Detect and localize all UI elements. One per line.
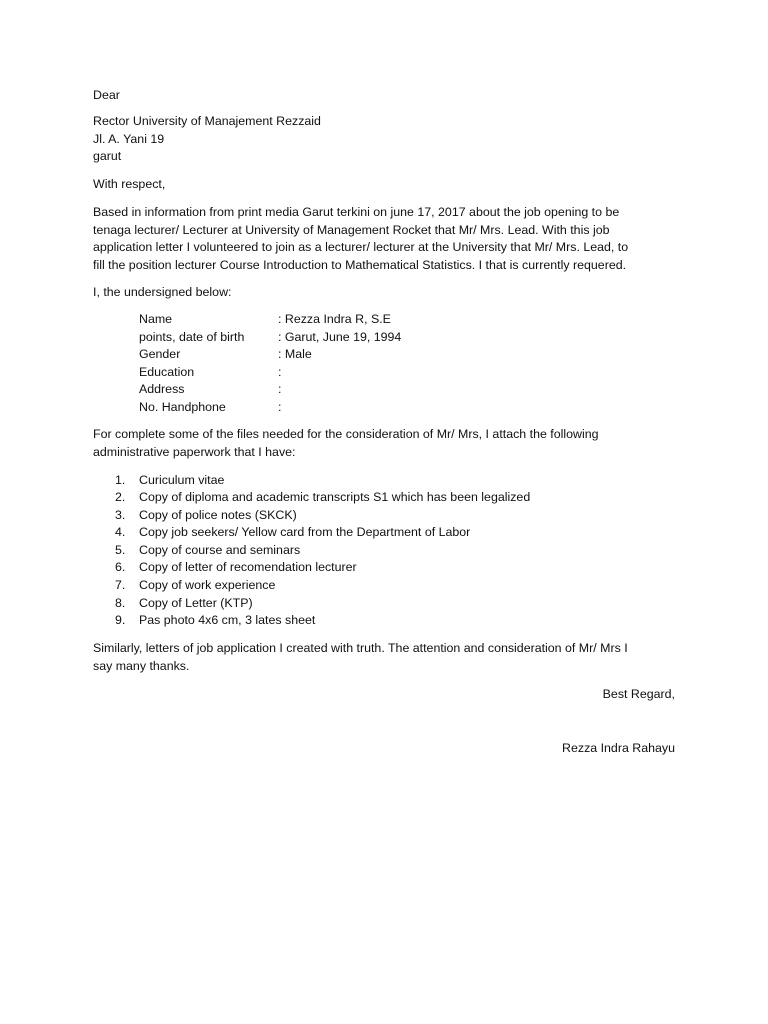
list-number: 5. (115, 543, 126, 557)
list-number: 7. (115, 578, 126, 592)
field-label: points, date of birth (139, 330, 245, 344)
list-number: 6. (115, 560, 126, 574)
list-text: Copy of letter of recomendation lecturer (139, 560, 357, 574)
list-number: 2. (115, 490, 126, 504)
field-row-gender (139, 346, 312, 364)
attach-line: For complete some of the files needed for the consideration of Mr/ Mrs, I attach the following (93, 427, 599, 441)
field-row-education (139, 364, 281, 382)
field-row-birth (139, 329, 401, 347)
field-label: Gender (139, 347, 181, 361)
list-text: Pas photo 4x6 cm, 3 lates sheet (139, 613, 316, 627)
list-number: 8. (115, 596, 126, 610)
field-value: : (278, 400, 282, 414)
list-item (115, 507, 297, 525)
intro-line: fill the position lecturer Course Introduction to Mathematical Statistics. I that is currently requered. (93, 257, 627, 272)
list-text: Copy of diploma and academic transcripts S1 which has been legalized (139, 490, 531, 504)
field-value: : (278, 382, 282, 396)
field-row-phone (139, 399, 281, 417)
list-number: 4. (115, 525, 126, 539)
recipient-line-2: Jl. A. Yani 19 (93, 132, 165, 146)
undersigned-line: I, the undersigned below: (93, 285, 232, 299)
field-row-address (139, 381, 281, 399)
list-number: 9. (115, 613, 126, 627)
list-text: Copy of Letter (KTP) (139, 596, 253, 610)
field-label: Address (139, 382, 185, 396)
list-text: Copy of work experience (139, 578, 276, 592)
field-value: : (278, 365, 282, 379)
list-item (115, 595, 253, 613)
list-text: Copy of police notes (SKCK) (139, 508, 297, 522)
list-text: Curiculum vitae (139, 473, 225, 487)
field-value: : Rezza Indra R, S.E (278, 312, 391, 326)
list-item (115, 612, 315, 630)
list-item (115, 524, 470, 542)
field-row-name (139, 311, 391, 329)
list-text: Copy of course and seminars (139, 543, 301, 557)
list-number: 1. (115, 473, 126, 487)
field-value: : Garut, June 19, 1994 (278, 330, 402, 344)
intro-paragraph (93, 204, 678, 274)
list-text: Copy job seekers/ Yellow card from the Department of Labor (139, 525, 471, 539)
recipient-line-3: garut (93, 149, 122, 163)
list-item (115, 472, 224, 490)
list-number: 3. (115, 508, 126, 522)
closing-line: Similarly, letters of job application I created with truth. The attention and consideration of Mr/ Mrs I (93, 641, 628, 655)
field-label: Education (139, 365, 195, 379)
field-label: No. Handphone (139, 400, 226, 414)
list-item (115, 542, 300, 560)
closing-line: say many thanks. (93, 658, 190, 673)
attach-paragraph (93, 426, 678, 461)
signer-name: Rezza Indra Rahayu (562, 741, 675, 755)
closing-paragraph (93, 640, 678, 675)
recipient-line-1: Rector University of Manajement Rezzaid (93, 114, 321, 128)
regards: Best Regard, (602, 687, 675, 701)
salutation: Dear (93, 88, 120, 102)
greeting: With respect, (93, 177, 166, 191)
intro-line: Based in information from print media Garut terkini on june 17, 2017 about the job opening to be (93, 205, 620, 219)
list-item (115, 559, 357, 577)
intro-line: application letter I volunteered to join as a lecturer/ lecturer at the University that Mr/ Mrs. Lead, to (93, 240, 629, 254)
list-item (115, 489, 530, 507)
attach-line: administrative paperwork that I have: (93, 444, 296, 459)
field-value: : Male (278, 347, 312, 361)
intro-line: tenaga lecturer/ Lecturer at University of Management Rocket that Mr/ Mrs. Lead. With this job (93, 222, 610, 237)
list-item (115, 577, 275, 595)
field-label: Name (139, 312, 173, 326)
